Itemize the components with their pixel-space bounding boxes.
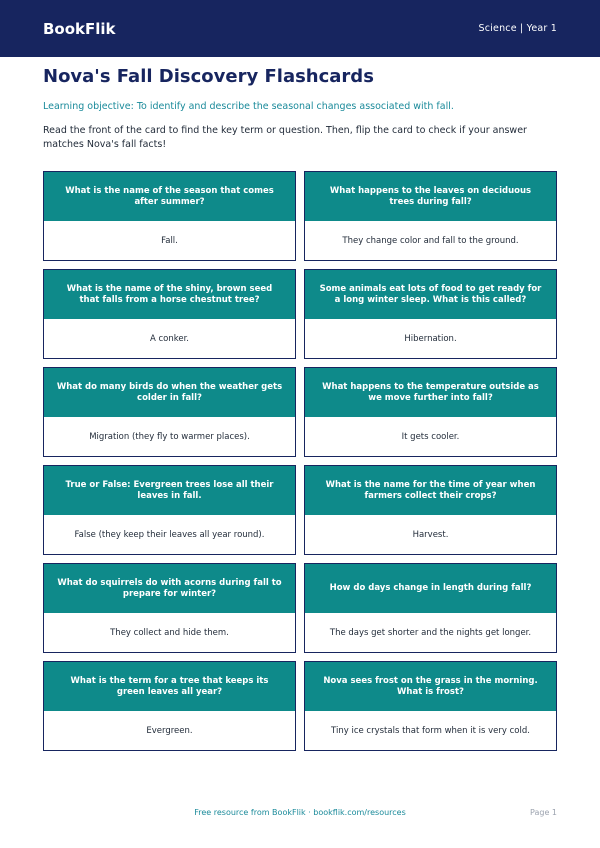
flashcard[interactable] [304,269,557,359]
card-back: It gets cooler. [305,417,556,456]
card-front: What is the name for the time of year when farmers collect their crops? [305,466,556,515]
learning-objective: Learning objective: To identify and describe the seasonal changes associated with fall. [43,101,454,112]
card-back: False (they keep their leaves all year round). [44,515,295,554]
card-back: Hibernation. [305,319,556,358]
flashcard[interactable] [43,465,296,555]
flashcard-grid [43,171,557,751]
card-back: Tiny ice crystals that form when it is very cold. [305,711,556,750]
card-back: Evergreen. [44,711,295,750]
card-back: They change color and fall to the ground. [305,221,556,260]
card-back: A conker. [44,319,295,358]
flashcard[interactable] [43,171,296,261]
card-front: What is the name of the season that comes after summer? [44,172,295,221]
card-front: What happens to the leaves on deciduous trees during fall? [305,172,556,221]
brand-logo[interactable]: BookFlik [43,19,116,38]
card-back: The days get shorter and the nights get longer. [305,613,556,652]
flashcard[interactable] [43,563,296,653]
card-front: What do many birds do when the weather gets colder in fall? [44,368,295,417]
card-front: Some animals eat lots of food to get ready for a long winter sleep. What is this called? [305,270,556,319]
card-back: Harvest. [305,515,556,554]
card-back: Fall. [44,221,295,260]
card-front: True or False: Evergreen trees lose all their leaves in fall. [44,466,295,515]
flashcard[interactable] [43,367,296,457]
card-back: They collect and hide them. [44,613,295,652]
flashcard[interactable] [304,171,557,261]
flashcard[interactable] [43,661,296,751]
flashcard[interactable] [304,563,557,653]
subject-year-label: Science | Year 1 [478,23,557,34]
card-front: How do days change in length during fall? [305,564,556,613]
flashcard[interactable] [304,661,557,751]
card-front: What is the name of the shiny, brown seed that falls from a horse chestnut tree? [44,270,295,319]
footer-link[interactable]: Free resource from BookFlik · bookflik.com/resources [194,808,406,817]
card-front: Nova sees frost on the grass in the morning. What is frost? [305,662,556,711]
card-back: Migration (they fly to warmer places). [44,417,295,456]
card-front: What is the term for a tree that keeps its green leaves all year? [44,662,295,711]
page-title: Nova's Fall Discovery Flashcards [43,66,374,87]
flashcard[interactable] [43,269,296,359]
flashcard[interactable] [304,367,557,457]
page-number: Page 1 [530,808,557,817]
header-bar [0,0,600,57]
card-front: What happens to the temperature outside as we move further into fall? [305,368,556,417]
flashcard[interactable] [304,465,557,555]
instructions: Read the front of the card to find the key term or question. Then, flip the card to check if your answer matches Nova's fall facts! [43,125,527,150]
card-front: What do squirrels do with acorns during fall to prepare for winter? [44,564,295,613]
